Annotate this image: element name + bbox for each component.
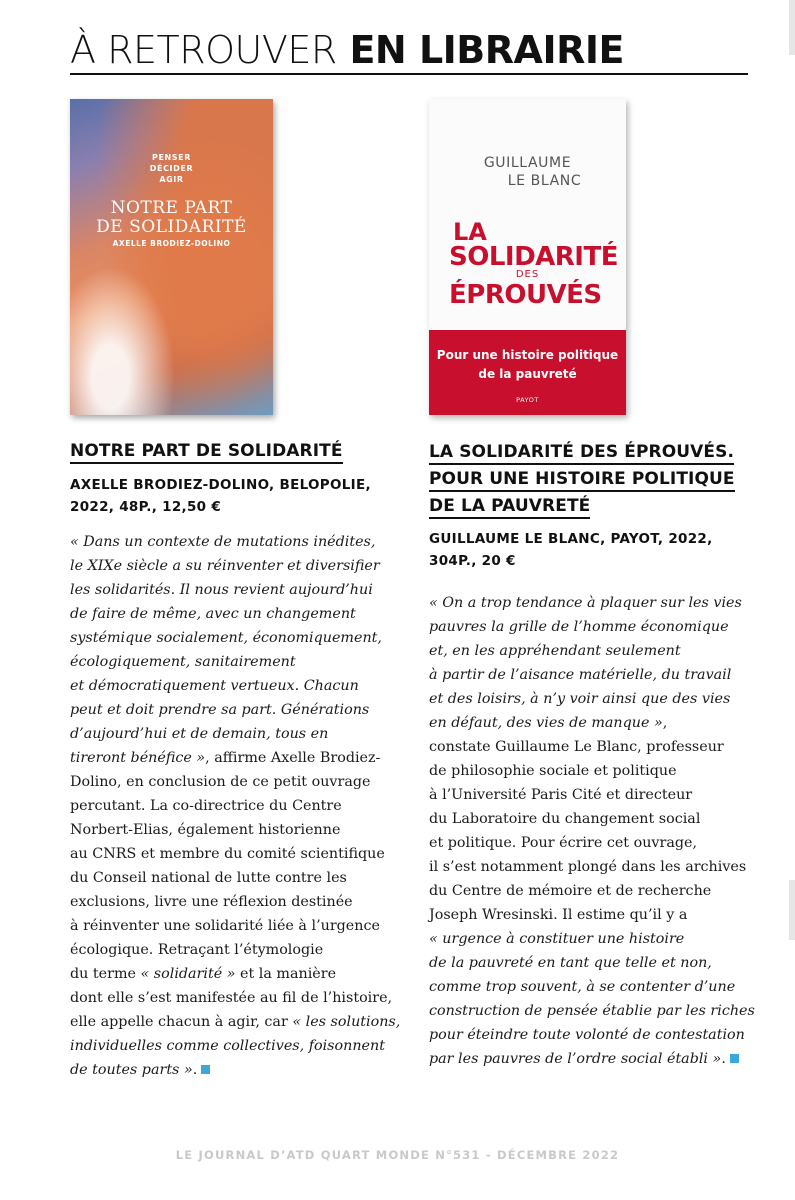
page-title [70, 28, 624, 72]
review-quote-text: « les solutions, [292, 1014, 401, 1030]
book2-cover-author-first: GUILLAUME [483, 155, 572, 171]
book1-meta-line: 2022, 48P., 12,50 € [70, 499, 222, 515]
book2-cover-title-solidarite: SOLIDARITÉ [449, 242, 618, 272]
review-quote-text: tireront bénéfice » [70, 750, 206, 766]
book2-cover-title-la: LA [453, 218, 487, 246]
review-text: et la manière [235, 966, 337, 982]
review-line [429, 879, 755, 903]
page-title-light: À RETROUVER [70, 28, 337, 72]
review-quote-text: « Dans un contexte de mutations inédites, [70, 534, 376, 550]
book2-meta-line: 304P., 20 € [429, 553, 516, 569]
review-text: et politique. Pour écrire cet ouvrage, [429, 835, 697, 851]
review-line [429, 855, 755, 879]
review-line [70, 1034, 400, 1058]
book2-cover-subtitle-line: Pour une histoire politique [436, 348, 619, 362]
review-quote-text: et démocratiquement vertueux. Chacun [70, 678, 359, 694]
review-line [429, 663, 755, 687]
book2-title-line [429, 466, 735, 493]
review-line [429, 999, 755, 1023]
review-text: constate Guillaume Le Blanc, professeur [429, 739, 724, 755]
review-line [70, 746, 400, 770]
book2-cover-title-eprouves: ÉPROUVÉS [449, 280, 602, 310]
review-text: dont elle s’est manifestée au fil de l’histoire, [70, 990, 393, 1006]
book1-title [70, 438, 343, 465]
review-text: du Laboratoire du changement social [429, 811, 701, 827]
review-text: du terme [70, 966, 141, 982]
book1-cover-author: AXELLE BRODIEZ-DOLINO [112, 239, 231, 248]
review-line [429, 1047, 755, 1071]
review-line [70, 530, 400, 554]
review-quote-text: le XIXe siècle a su réinventer et diversifier [70, 558, 380, 574]
review-line [70, 1010, 400, 1034]
book1-cover-tagline [70, 152, 273, 185]
review-quote-text: en défaut, des vies de manque » [429, 715, 663, 731]
book1-cover-title-line: DE SOLIDARITÉ [96, 217, 247, 237]
book1-meta-line: AXELLE BRODIEZ-DOLINO, BELOPOLIE, [70, 477, 371, 493]
review-quote-text: systémique socialement, économiquement, [70, 630, 382, 646]
review-line [429, 1023, 755, 1047]
review-text: du Centre de mémoire et de recherche [429, 883, 712, 899]
review-line [70, 674, 400, 698]
review-quote-text: peut et doit prendre sa part. Générations [70, 702, 370, 718]
book2-title [429, 439, 735, 520]
review-text: écologique. Retraçant l’étymologie [70, 942, 324, 958]
book1-meta [70, 474, 371, 518]
review-quote-text: et, en les appréhendant seulement [429, 643, 681, 659]
book2-title-text: LA SOLIDARITÉ DES ÉPROUVÉS. [429, 442, 734, 465]
book2-meta-line: GUILLAUME LE BLANC, PAYOT, 2022, [429, 531, 713, 547]
book1-cover-tagline-line: PENSER [151, 153, 191, 162]
review-line [70, 650, 400, 674]
book2-cover-red-band [429, 330, 626, 415]
footer-issue-line: LE JOURNAL D’ATD QUART MONDE N°531 - DÉCEMBRE 2022 [175, 1148, 620, 1162]
review-line [70, 842, 400, 866]
review-line [429, 783, 755, 807]
review-quote-text: par les pauvres de l’ordre social établi » [429, 1051, 722, 1067]
book1-cover-tagline-line: DÉCIDER [149, 164, 194, 173]
review-line [429, 711, 755, 735]
review-quote-text: à partir de l’aisance matérielle, du travail [429, 667, 732, 683]
review-quote-text: de faire de même, avec un changement [70, 606, 356, 622]
review-line [70, 866, 400, 890]
book2-title-text: POUR UNE HISTOIRE POLITIQUE [429, 469, 735, 492]
review-line [429, 591, 755, 615]
review-line [429, 687, 755, 711]
review-text: percutant. La co-directrice du Centre [70, 798, 342, 814]
review-line [429, 735, 755, 759]
book1-title-line [70, 438, 343, 465]
book2-cover-subtitle-line: de la pauvreté [478, 367, 577, 381]
review-line [70, 722, 400, 746]
review-line [70, 962, 400, 986]
review-line [429, 927, 755, 951]
book1-cover-image [70, 99, 273, 415]
review-quote-text: « solidarité » [140, 966, 236, 982]
review-line [429, 951, 755, 975]
book2-cover-subtitle [429, 346, 626, 384]
review-text: à réinventer une solidarité liée à l’urgence [70, 918, 380, 934]
book2-cover-author-last: LE BLANC [507, 173, 582, 189]
review-quote-text: d’aujourd’hui et de demain, tous en [70, 726, 329, 742]
review-line [429, 807, 755, 831]
page-edge-mark [789, 0, 795, 55]
review-text: Dolino, en conclusion de ce petit ouvrage [70, 774, 371, 790]
book1-review-text [70, 530, 400, 1082]
review-quote-text: « On a trop tendance à plaquer sur les vies [429, 595, 742, 611]
review-line [429, 903, 755, 927]
review-line [70, 626, 400, 650]
review-text: elle appelle chacun à agir, car [70, 1014, 293, 1030]
end-square-icon [201, 1065, 210, 1074]
review-text: à l’Université Paris Cité et directeur [429, 787, 693, 803]
review-quote-text: pauvres la grille de l’homme économique [429, 619, 729, 635]
review-text: , [662, 715, 668, 731]
book2-cover-publisher: PAYOT [516, 396, 539, 404]
review-quote-text: comme trop souvent, à se contenter d’une [429, 979, 736, 995]
review-text: exclusions, livre une réflexion destinée [70, 894, 353, 910]
book2-meta [429, 528, 713, 572]
title-rule [70, 73, 748, 75]
review-quote-text: pour éteindre toute volonté de contestation [429, 1027, 745, 1043]
review-text: au CNRS et membre du comité scientifique [70, 846, 385, 862]
review-line [70, 1058, 400, 1082]
review-text: . [721, 1051, 726, 1067]
end-square-icon [730, 1054, 739, 1063]
review-line [429, 831, 755, 855]
review-line [429, 975, 755, 999]
review-quote-text: construction de pensée établie par les riches [429, 1003, 755, 1019]
review-text: , affirme Axelle Brodiez- [205, 750, 381, 766]
page-title-bold: EN LIBRAIRIE [349, 28, 624, 72]
review-line [429, 759, 755, 783]
review-line [70, 698, 400, 722]
review-line [70, 938, 400, 962]
book2-review-text [429, 591, 755, 1071]
review-line [70, 890, 400, 914]
review-quote-text: individuelles comme collectives, foisonnent [70, 1038, 385, 1054]
review-line [429, 639, 755, 663]
review-line [70, 770, 400, 794]
review-quote-text: et des loisirs, à n’y voir ainsi que des vies [429, 691, 731, 707]
book1-title-text: NOTRE PART DE SOLIDARITÉ [70, 441, 343, 464]
review-text: Joseph Wresinski. Il estime qu’il y a [429, 907, 688, 923]
review-text: du Conseil national de lutte contre les [70, 870, 347, 886]
review-line [70, 986, 400, 1010]
book1-cover-title [70, 199, 273, 237]
review-line [70, 794, 400, 818]
book2-title-line [429, 439, 735, 466]
book2-cover-title-des: DES [515, 269, 540, 280]
book1-cover-tagline-line: AGIR [159, 175, 184, 184]
review-line [429, 615, 755, 639]
review-quote-text: de toutes parts » [70, 1062, 193, 1078]
review-quote-text: « urgence à constituer une histoire [429, 931, 685, 947]
review-line [70, 602, 400, 626]
review-quote-text: les solidarités. Il nous revient aujourd’hui [70, 582, 373, 598]
review-line [70, 578, 400, 602]
page-edge-mark [789, 880, 795, 940]
review-text: . [192, 1062, 198, 1078]
review-line [70, 914, 400, 938]
review-line [70, 818, 400, 842]
review-quote-text: de la pauvreté en tant que telle et non, [429, 955, 712, 971]
review-text: Norbert-Elias, également historienne [70, 822, 341, 838]
book2-title-line [429, 493, 735, 520]
book1-cover-title-line: NOTRE PART [110, 198, 233, 218]
book2-cover-image [429, 99, 626, 415]
review-quote-text: écologiquement, sanitairement [70, 654, 296, 670]
book2-title-text: DE LA PAUVRETÉ [429, 496, 590, 519]
review-text: de philosophie sociale et politique [429, 763, 677, 779]
review-line [70, 554, 400, 578]
review-text: il s’est notamment plongé dans les archives [429, 859, 747, 875]
